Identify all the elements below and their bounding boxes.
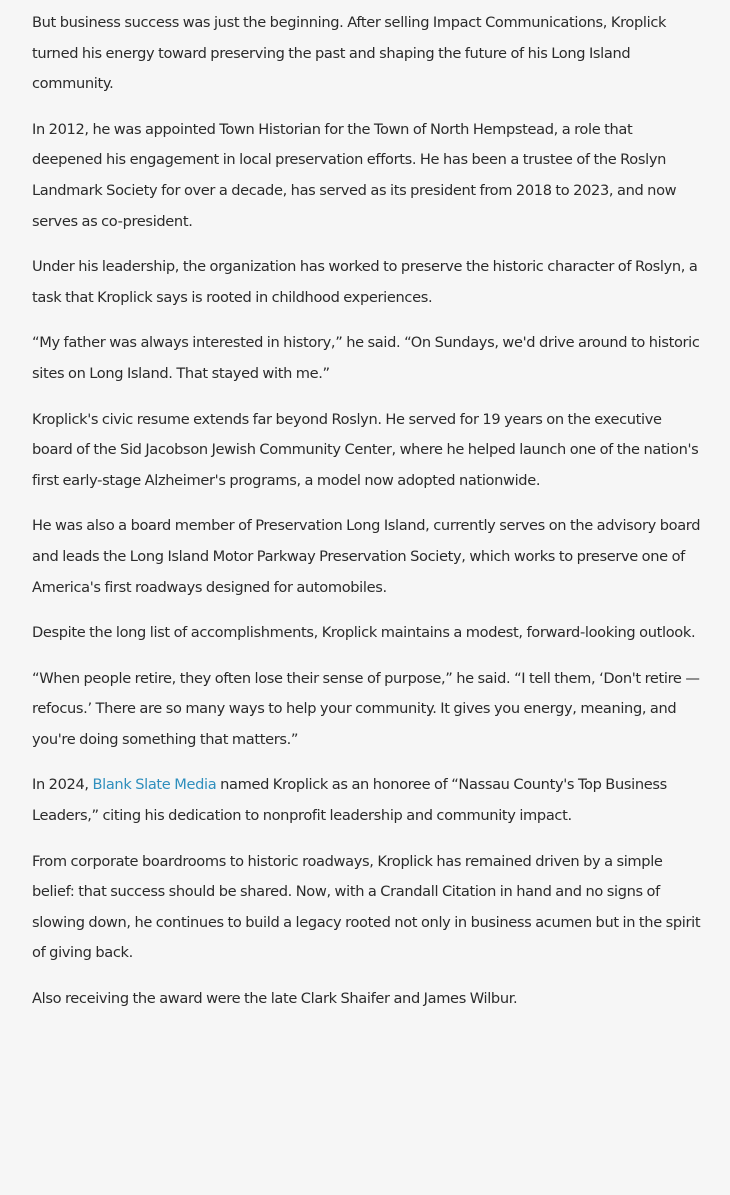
paragraph-retire-quote: “When people retire, they often lose their sense of purpose,” he said. “I tell them, ‘Don't retire — refocus.’ There are so many ways to help your community. It gives you energy, meaning, and you're doing something that matters.” [32,669,700,748]
paragraph-honoree [32,770,702,831]
paragraph-town-historian: In 2012, he was appointed Town Historian for the Town of North Hempstead, a role that deepened his engagement in local preservation efforts. He has been a trustee of the Roslyn Landmark Society for over a decade, has served as its president from 2018 to 2023, and now serves as co-president. [32,120,677,230]
blank-slate-media-link[interactable]: Blank Slate Media [92,776,217,794]
paragraph-boardrooms-to-roadways: From corporate boardrooms to historic roadways, Kroplick has remained driven by a simple belief: that success should be shared. Now, with a Crandall Citation in hand and no signs of slowing down, he continues to build a legacy rooted not only in business acumen but in the spirit of giving back. [32,852,701,962]
paragraph-business-success: But business success was just the beginning. After selling Impact Communications, Kroplick turned his energy toward preserving the past and shaping the future of his Long Island community. [32,14,667,93]
paragraph-preservation-long-island: He was also a board member of Preservation Long Island, currently serves on the advisory board and leads the Long Island Motor Parkway Preservation Society, which works to preserve one of America's first roadways designed for automobiles. [32,517,701,596]
honoree-text-after-link: named Kroplick as an honoree of “Nassau County's Top Business Leaders,” citing his dedication to nonprofit leadership and community impact. [32,776,667,825]
paragraph-civic-resume: Kroplick's civic resume extends far beyond Roslyn. He served for 19 years on the executive board of the Sid Jacobson Jewish Community Center, where he helped launch one of the nation's first early-stage Alzheimer's programs, a model now adopted nationwide. [32,410,699,489]
paragraph-award-recipients: Also receiving the award were the late Clark Shaifer and James Wilbur. [32,990,518,1008]
paragraph-leadership: Under his leadership, the organization has worked to preserve the historic character of Roslyn, a task that Kroplick says is rooted in childhood experiences. [32,258,698,306]
honoree-text-before-link: In 2024, [32,776,93,794]
paragraph-father-quote: “My father was always interested in history,” he said. “On Sundays, we'd drive around to historic sites on Long Island. That stayed with me.” [32,334,700,382]
paragraph-accomplishments: Despite the long list of accomplishments, Kroplick maintains a modest, forward-looking outlook. [32,624,696,642]
